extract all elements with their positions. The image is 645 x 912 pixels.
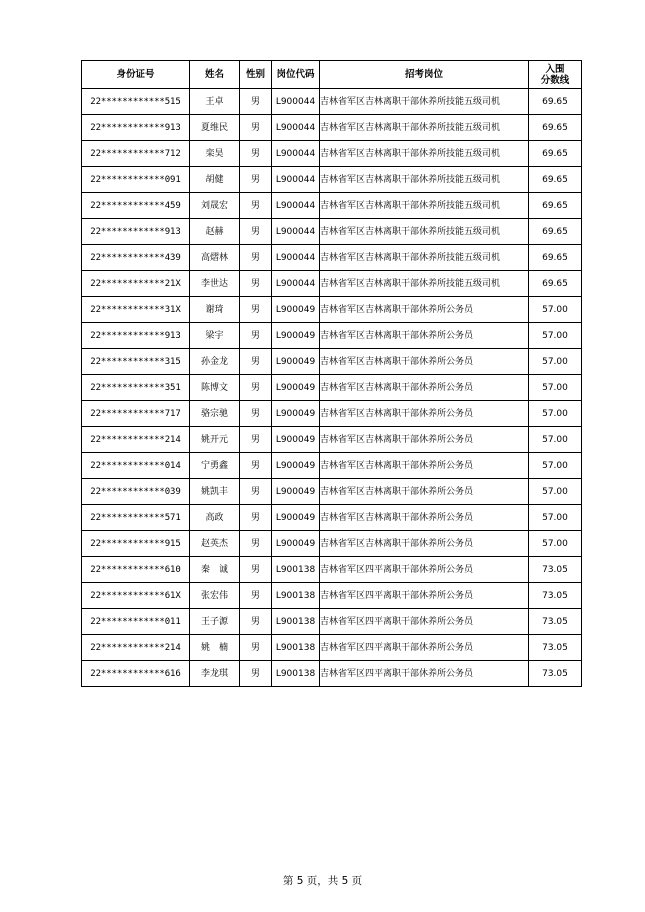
position-code-cell: L900044	[272, 219, 320, 245]
name-cell: 骆宗驰	[190, 401, 240, 427]
cutoff-score-cell: 73.05	[529, 557, 582, 583]
cutoff-score-cell: 73.05	[529, 661, 582, 687]
position-cell: 吉林省军区吉林离职干部休养所技能五级司机	[320, 115, 529, 141]
id-number-cell: 22************915	[82, 531, 190, 557]
position-cell: 吉林省军区吉林离职干部休养所技能五级司机	[320, 141, 529, 167]
position-code-cell: L900049	[272, 505, 320, 531]
id-number-cell: 22************039	[82, 479, 190, 505]
name-cell: 栾昊	[190, 141, 240, 167]
cutoff-score-cell: 57.00	[529, 349, 582, 375]
position-code-cell: L900049	[272, 297, 320, 323]
table-row	[82, 557, 582, 583]
id-number-cell: 22************091	[82, 167, 190, 193]
table-row	[82, 505, 582, 531]
name-cell: 王卓	[190, 89, 240, 115]
position-code-cell: L900044	[272, 167, 320, 193]
position-code-cell: L900049	[272, 323, 320, 349]
name-cell: 秦 诚	[190, 557, 240, 583]
cutoff-score-cell: 69.65	[529, 167, 582, 193]
position-cell: 吉林省军区四平离职干部休养所公务员	[320, 583, 529, 609]
cutoff-score-cell: 69.65	[529, 193, 582, 219]
table-row	[82, 375, 582, 401]
header-gender: 性别	[240, 61, 272, 89]
position-cell: 吉林省军区吉林离职干部休养所公务员	[320, 401, 529, 427]
name-cell: 李世达	[190, 271, 240, 297]
gender-cell: 男	[240, 583, 272, 609]
id-number-cell: 22************515	[82, 89, 190, 115]
position-cell: 吉林省军区吉林离职干部休养所技能五级司机	[320, 219, 529, 245]
table-row	[82, 609, 582, 635]
page-footer: 第 5 页，共 5 页	[282, 875, 363, 887]
gender-cell: 男	[240, 219, 272, 245]
gender-cell: 男	[240, 609, 272, 635]
table-row	[82, 271, 582, 297]
position-cell: 吉林省军区吉林离职干部休养所公务员	[320, 375, 529, 401]
id-number-cell: 22************459	[82, 193, 190, 219]
name-cell: 高政	[190, 505, 240, 531]
id-number-cell: 22************571	[82, 505, 190, 531]
id-number-cell: 22************214	[82, 427, 190, 453]
name-cell: 李龙琪	[190, 661, 240, 687]
table-row	[82, 479, 582, 505]
position-code-cell: L900044	[272, 245, 320, 271]
table-row	[82, 583, 582, 609]
position-cell: 吉林省军区吉林离职干部休养所公务员	[320, 349, 529, 375]
cutoff-score-cell: 57.00	[529, 427, 582, 453]
position-cell: 吉林省军区吉林离职干部休养所技能五级司机	[320, 271, 529, 297]
gender-cell: 男	[240, 349, 272, 375]
name-cell: 梁宇	[190, 323, 240, 349]
position-code-cell: L900049	[272, 427, 320, 453]
position-code-cell: L900138	[272, 609, 320, 635]
candidate-table	[81, 60, 582, 687]
id-number-cell: 22************439	[82, 245, 190, 271]
name-cell: 姚开元	[190, 427, 240, 453]
id-number-cell: 22************913	[82, 219, 190, 245]
table-row	[82, 219, 582, 245]
position-code-cell: L900138	[272, 635, 320, 661]
position-cell: 吉林省军区吉林离职干部休养所公务员	[320, 531, 529, 557]
table-header-row	[82, 61, 582, 89]
table-row	[82, 141, 582, 167]
id-number-cell: 22************61X	[82, 583, 190, 609]
gender-cell: 男	[240, 531, 272, 557]
header-cutoff-score: 入围 分数线	[529, 61, 582, 89]
table-row	[82, 531, 582, 557]
position-code-cell: L900138	[272, 583, 320, 609]
name-cell: 王子源	[190, 609, 240, 635]
cutoff-score-cell: 57.00	[529, 375, 582, 401]
id-number-cell: 22************717	[82, 401, 190, 427]
position-code-cell: L900044	[272, 193, 320, 219]
position-cell: 吉林省军区吉林离职干部休养所公务员	[320, 297, 529, 323]
gender-cell: 男	[240, 141, 272, 167]
header-id-number: 身份证号	[82, 61, 190, 89]
id-number-cell: 22************31X	[82, 297, 190, 323]
position-cell: 吉林省军区吉林离职干部休养所公务员	[320, 323, 529, 349]
id-number-cell: 22************214	[82, 635, 190, 661]
table-row	[82, 401, 582, 427]
header-position: 招考岗位	[320, 61, 529, 89]
id-number-cell: 22************011	[82, 609, 190, 635]
id-number-cell: 22************610	[82, 557, 190, 583]
cutoff-score-cell: 69.65	[529, 89, 582, 115]
cutoff-score-cell: 73.05	[529, 635, 582, 661]
table-row	[82, 427, 582, 453]
gender-cell: 男	[240, 479, 272, 505]
table-row	[82, 89, 582, 115]
position-code-cell: L900138	[272, 557, 320, 583]
table-row	[82, 453, 582, 479]
name-cell: 胡健	[190, 167, 240, 193]
position-cell: 吉林省军区四平离职干部休养所公务员	[320, 609, 529, 635]
table-row	[82, 323, 582, 349]
table-row	[82, 245, 582, 271]
position-cell: 吉林省军区吉林离职干部休养所公务员	[320, 479, 529, 505]
gender-cell: 男	[240, 297, 272, 323]
id-number-cell: 22************351	[82, 375, 190, 401]
cutoff-score-cell: 73.05	[529, 583, 582, 609]
cutoff-score-cell: 69.65	[529, 271, 582, 297]
cutoff-score-cell: 73.05	[529, 609, 582, 635]
cutoff-score-cell: 69.65	[529, 245, 582, 271]
position-code-cell: L900044	[272, 141, 320, 167]
gender-cell: 男	[240, 635, 272, 661]
id-number-cell: 22************913	[82, 115, 190, 141]
table-row	[82, 297, 582, 323]
cutoff-score-cell: 69.65	[529, 141, 582, 167]
cutoff-score-cell: 57.00	[529, 453, 582, 479]
position-cell: 吉林省军区吉林离职干部休养所公务员	[320, 427, 529, 453]
header-name: 姓名	[190, 61, 240, 89]
name-cell: 高熠林	[190, 245, 240, 271]
table-row	[82, 349, 582, 375]
gender-cell: 男	[240, 505, 272, 531]
position-code-cell: L900044	[272, 115, 320, 141]
cutoff-score-cell: 57.00	[529, 401, 582, 427]
position-cell: 吉林省军区四平离职干部休养所公务员	[320, 661, 529, 687]
name-cell: 宁勇鑫	[190, 453, 240, 479]
name-cell: 夏维民	[190, 115, 240, 141]
cutoff-score-cell: 57.00	[529, 531, 582, 557]
gender-cell: 男	[240, 89, 272, 115]
position-cell: 吉林省军区吉林离职干部休养所公务员	[320, 453, 529, 479]
position-code-cell: L900049	[272, 531, 320, 557]
gender-cell: 男	[240, 661, 272, 687]
table-body	[82, 89, 582, 687]
position-code-cell: L900049	[272, 375, 320, 401]
gender-cell: 男	[240, 401, 272, 427]
gender-cell: 男	[240, 245, 272, 271]
cutoff-score-cell: 57.00	[529, 479, 582, 505]
cutoff-score-cell: 69.65	[529, 115, 582, 141]
gender-cell: 男	[240, 557, 272, 583]
position-code-cell: L900049	[272, 453, 320, 479]
name-cell: 姚凯丰	[190, 479, 240, 505]
name-cell: 姚 楠	[190, 635, 240, 661]
id-number-cell: 22************712	[82, 141, 190, 167]
position-code-cell: L900049	[272, 401, 320, 427]
name-cell: 孙金龙	[190, 349, 240, 375]
position-cell: 吉林省军区吉林离职干部休养所技能五级司机	[320, 193, 529, 219]
position-cell: 吉林省军区吉林离职干部休养所技能五级司机	[320, 245, 529, 271]
position-cell: 吉林省军区四平离职干部休养所公务员	[320, 635, 529, 661]
id-number-cell: 22************616	[82, 661, 190, 687]
name-cell: 陈博文	[190, 375, 240, 401]
table-row	[82, 115, 582, 141]
position-code-cell: L900138	[272, 661, 320, 687]
gender-cell: 男	[240, 323, 272, 349]
position-cell: 吉林省军区四平离职干部休养所公务员	[320, 557, 529, 583]
gender-cell: 男	[240, 167, 272, 193]
cutoff-score-cell: 57.00	[529, 323, 582, 349]
position-code-cell: L900044	[272, 89, 320, 115]
table-row	[82, 167, 582, 193]
gender-cell: 男	[240, 115, 272, 141]
gender-cell: 男	[240, 453, 272, 479]
position-code-cell: L900049	[272, 479, 320, 505]
id-number-cell: 22************014	[82, 453, 190, 479]
name-cell: 刘晟宏	[190, 193, 240, 219]
cutoff-score-cell: 69.65	[529, 219, 582, 245]
cutoff-score-cell: 57.00	[529, 505, 582, 531]
gender-cell: 男	[240, 427, 272, 453]
cutoff-score-cell: 57.00	[529, 297, 582, 323]
id-number-cell: 22************315	[82, 349, 190, 375]
position-cell: 吉林省军区吉林离职干部休养所技能五级司机	[320, 89, 529, 115]
position-cell: 吉林省军区吉林离职干部休养所技能五级司机	[320, 167, 529, 193]
name-cell: 谢琦	[190, 297, 240, 323]
gender-cell: 男	[240, 271, 272, 297]
gender-cell: 男	[240, 193, 272, 219]
name-cell: 赵英杰	[190, 531, 240, 557]
table-row	[82, 193, 582, 219]
id-number-cell: 22************21X	[82, 271, 190, 297]
table-row	[82, 661, 582, 687]
position-code-cell: L900044	[272, 271, 320, 297]
name-cell: 张宏伟	[190, 583, 240, 609]
table-row	[82, 635, 582, 661]
name-cell: 赵赫	[190, 219, 240, 245]
position-code-cell: L900049	[272, 349, 320, 375]
header-position-code: 岗位代码	[272, 61, 320, 89]
gender-cell: 男	[240, 375, 272, 401]
position-cell: 吉林省军区吉林离职干部休养所公务员	[320, 505, 529, 531]
id-number-cell: 22************913	[82, 323, 190, 349]
